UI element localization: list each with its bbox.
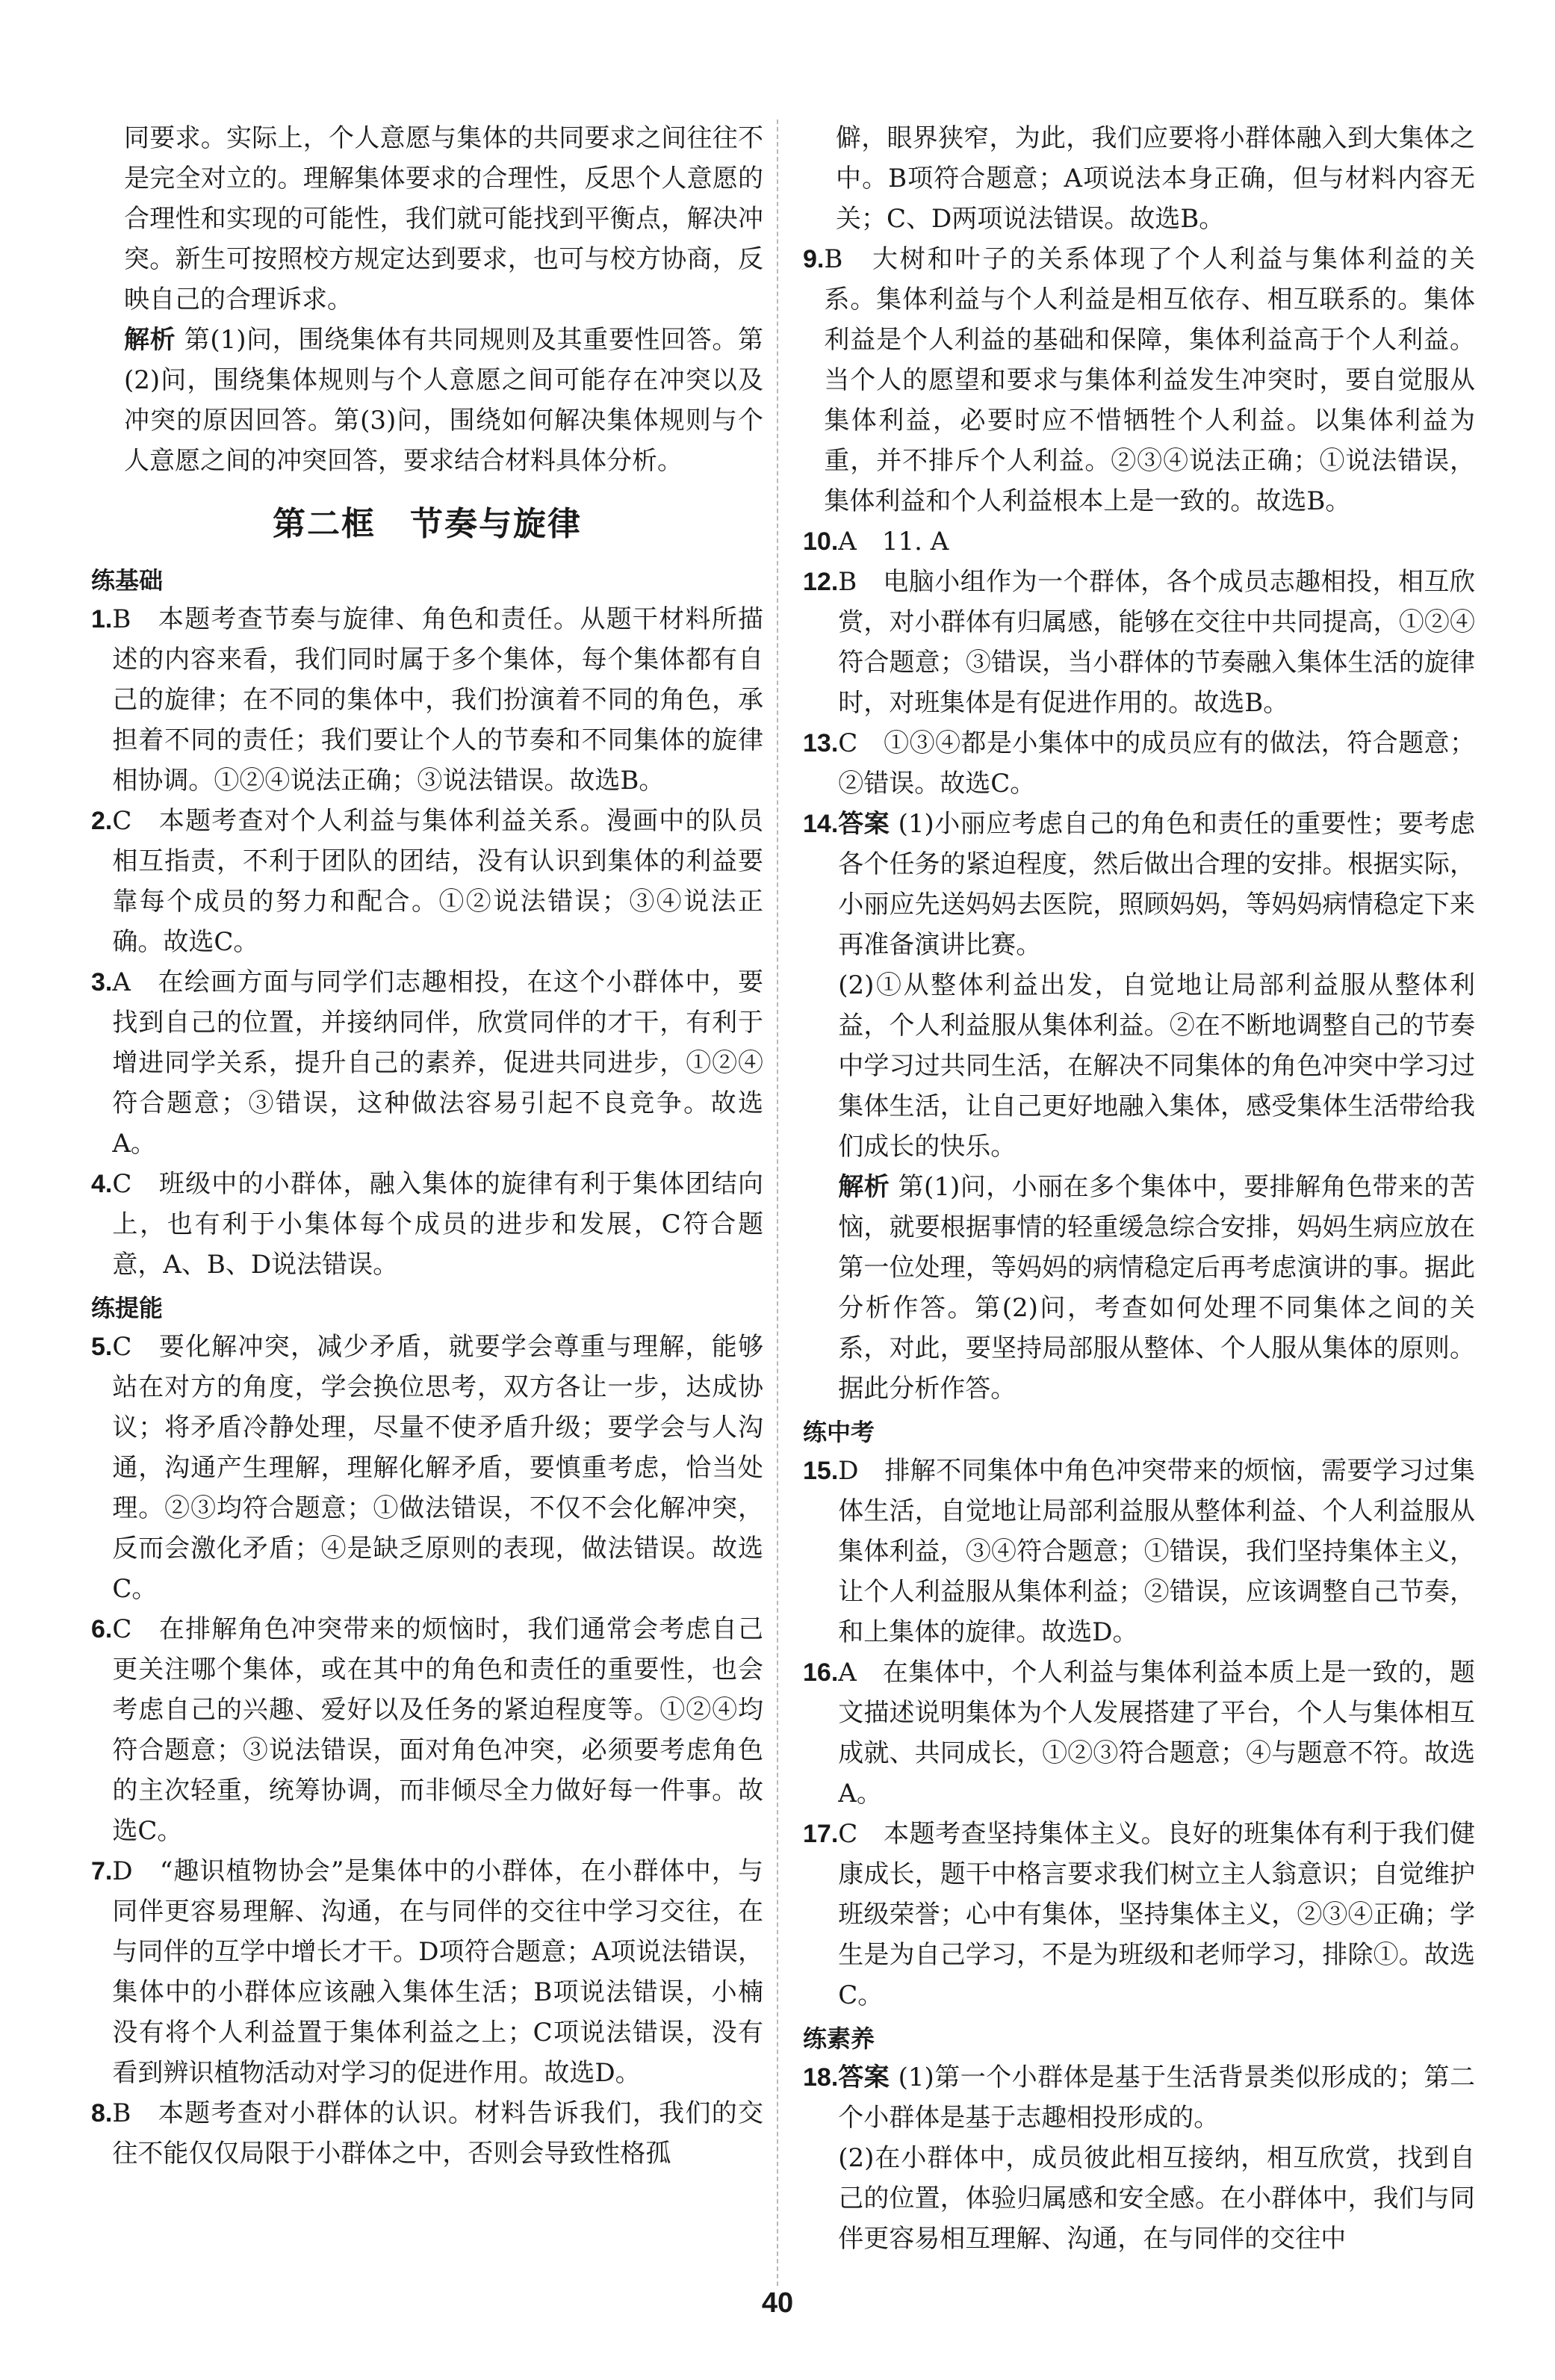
page-number: 40 xyxy=(761,2287,794,2319)
answer-text: C 在排解角色冲突带来的烦恼时，我们通常会考虑自己更关注哪个集体，或在其中的角色和责任的重要性，也会考虑自己的兴趣、爱好以及任务的紧迫程度等。①②④均符合题意；③说法错误，面对角色冲突，必须要考虑角色的主次轻重，统筹协调，而非倾尽全力做好每一件事。故选C。 xyxy=(112,1614,763,1846)
item8-continuation: 僻，眼界狭窄，为此，我们应要将小群体融入到大集体之中。B项符合题意；A项说法本身正确，但与材料内容无关；C、D两项说法错误。故选B。 xyxy=(836,123,1475,234)
question-number: 5. xyxy=(91,1333,113,1361)
section-title-exam: 练中考 xyxy=(803,1419,875,1445)
answer-text: A 在集体中，个人利益与集体利益本质上是一致的，题文描述说明集体为个人发展搭建了平台，个人与集体相互成就、共同成长，①②③符合题意；④与题意不符。故选A。 xyxy=(838,1658,1475,1809)
question-item xyxy=(91,962,763,1164)
answer-text: C ①③④都是小集体中的成员应有的做法，符合题意；②错误。故选C。 xyxy=(838,728,1475,799)
question-item xyxy=(91,1851,763,2093)
answer-text: D “趣识植物协会”是集体中的小群体，在小群体中，与同伴更容易理解、沟通，在与同伴的交往中学习交往，在与同伴的互学中增长才干。D项符合题意；A项说法错误，集体中的小群体应该融入集体生活；B项说法错误，小楠没有将个人利益置于集体利益之上；C项说法错误，没有看到辨识植物活动对学习的促进作用。故选D。 xyxy=(112,1856,763,2088)
item14-answer-part2: (2)①从整体利益出发，自觉地让局部利益服从整体利益，个人利益服从集体利益。②在不断地调整自己的节奏中学习过共同生活，在解决不同集体的角色冲突中学习过集体生活，让自己更好地融入集体，感受集体生活带给我们成长的快乐。 xyxy=(838,970,1475,1162)
answer-text: C 本题考查坚持集体主义。良好的班集体有利于我们健康成长，题干中格言要求我们树立主人翁意识；自觉维护班级荣誉；心中有集体，坚持集体主义，②③④正确；学生是为自己学习，不是为班级和老师学习，排除①。故选C。 xyxy=(838,1819,1475,2010)
answer-text: C 班级中的小群体，融入集体的旋律有利于集体团结向上，也有利于小集体每个成员的进步和发展，C符合题意，A、B、D说法错误。 xyxy=(112,1169,763,1280)
answer-label: 答案 xyxy=(838,810,890,838)
question-item xyxy=(803,723,1475,804)
answer-text: B 电脑小组作为一个群体，各个成员志趣相投，相互欣赏，对小群体有归属感，能够在交往中共同提高，①②④符合题意；③错误，当小群体的节奏融入集体生活的旋律时，对班集体是有促进作用的。故选B。 xyxy=(838,567,1475,718)
intro-analysis xyxy=(91,320,763,481)
analysis-text: 第(1)问，小丽在多个集体中，要排解角色带来的苦恼，就要根据事情的轻重缓急综合安排，妈妈生病应放在第一位处理，等妈妈的病情稳定后再考虑演讲的事。据此分析作答。第(2)问，考查如何处理不同集体之间的关系，对此，要坚持局部服从整体、个人服从集体的原则。据此分析作答。 xyxy=(838,1172,1476,1404)
question-item xyxy=(91,1164,763,1285)
analysis-label: 解析 xyxy=(124,326,176,354)
question-number: 7. xyxy=(91,1857,113,1885)
answer-text: A 11. A xyxy=(838,527,949,557)
question-number: 9. xyxy=(803,245,825,273)
question-number: 17. xyxy=(803,1820,839,1848)
analysis-label: 解析 xyxy=(838,1173,890,1201)
question-item xyxy=(91,1609,763,1851)
intro-continuation: 同要求。实际上，个人意愿与集体的共同要求之间往往不是完全对立的。理解集体要求的合理性，反思个人意愿的合理性和实现的可能性，我们就可能找到平衡点，解决冲突。新生可按照校方规定达到要求，也可与校方协商，反映自己的合理诉求。 xyxy=(124,123,763,314)
question-item xyxy=(803,562,1475,723)
section-title-basic: 练基础 xyxy=(91,567,164,594)
section-title-quality: 练素养 xyxy=(803,2025,875,2052)
item14-body xyxy=(838,804,1475,1409)
question-number: 12. xyxy=(803,568,839,596)
question-item xyxy=(803,239,1475,521)
answer-text: C 本题考查对个人利益与集体利益关系。漫画中的队员相互指责，不利于团队的团结，没有认识到集体的利益要靠每个成员的努力和配合。①②说法错误；③④说法正确。故选C。 xyxy=(112,806,763,957)
answer-text: C 要化解冲突，减少矛盾，就要学会尊重与理解，能够站在对方的角度，学会换位思考，双方各让一步，达成协议；将矛盾冷静处理，尽量不使矛盾升级；要学会与人沟通，沟通产生理解，理解化解矛盾，要慎重考虑，恰当处理。②③均符合题意；①做法错误，不仅不会化解冲突，反而会激化矛盾；④是缺乏原则的表现，做法错误。故选C。 xyxy=(112,1332,763,1604)
question-number: 10. xyxy=(803,527,839,556)
question-number: 14. xyxy=(803,810,839,838)
section-heading: 第二框 节奏与旋律 xyxy=(273,505,582,543)
question-item xyxy=(803,1814,1475,2015)
question-number: 18. xyxy=(803,2063,839,2092)
answer-text: D 排解不同集体中角色冲突带来的烦恼，需要学习过集体生活，自觉地让局部利益服从整体利益、个人利益服从集体利益，③④符合题意；①错误，我们坚持集体主义，让个人利益服从集体利益；②错误，应该调整自己节奏，和上集体的旋律。故选D。 xyxy=(838,1456,1475,1647)
item14-analysis xyxy=(838,1167,1475,1409)
right-column xyxy=(803,118,1475,2259)
answer-text: B 本题考查对小群体的认识。材料告诉我们，我们的交往不能仅仅局限于小群体之中，否则会导致性格孤 xyxy=(112,2098,763,2169)
question-number: 13. xyxy=(803,729,839,757)
column-divider xyxy=(777,120,778,2286)
answer-label: 答案 xyxy=(838,2063,890,2092)
question-item xyxy=(91,599,763,801)
question-item-14 xyxy=(803,804,1475,1409)
question-number: 2. xyxy=(91,807,113,835)
analysis-text: 第(1)问，围绕集体有共同规则及其重要性回答。第(2)问，围绕集体规则与个人意愿之间可能存在冲突以及冲突的原因回答。第(3)问，围绕如何解决集体规则与个人意愿之间的冲突回答，要求结合材料具体分析。 xyxy=(124,325,764,476)
question-number: 6. xyxy=(91,1615,113,1643)
question-item xyxy=(91,801,763,962)
answer-text: (1)小丽应考虑自己的角色和责任的重要性；要考虑各个任务的紧迫程度，然后做出合理的安排。根据实际，小丽应先送妈妈去医院，照顾妈妈，等妈妈病情稳定下来再准备演讲比赛。 xyxy=(838,809,1476,960)
question-number: 3. xyxy=(91,968,113,997)
item18-body xyxy=(838,2057,1475,2259)
answer-text: A 在绘画方面与同学们志趣相投，在这个小群体中，要找到自己的位置，并接纳同伴，欣赏同伴的才干，有利于增进同学关系，提升自己的素养，促进共同进步，①②④符合题意；③错误，这种做法容易引起不良竞争。故选A。 xyxy=(112,967,763,1159)
answer-text: B 本题考查节奏与旋律、角色和责任。从题干材料所描述的内容来看，我们同时属于多个集体，每个集体都有自己的旋律；在不同的集体中，我们扮演着不同的角色，承担着不同的责任；我们要让个人的节奏和不同集体的旋律相协调。①②④说法正确；③说法错误。故选B。 xyxy=(112,604,763,796)
item18-answer-part2: (2)在小群体中，成员彼此相互接纳，相互欣赏，找到自己的位置，体验归属感和安全感。在小群体中，我们与同伴更容易相互理解、沟通，在与同伴的交往中 xyxy=(838,2143,1475,2254)
question-item xyxy=(91,1327,763,1609)
answer-text: B 大树和叶子的关系体现了个人利益与集体利益的关系。集体利益与个人利益是相互依存、相互联系的。集体利益是个人利益的基础和保障，集体利益高于个人利益。当个人的愿望和要求与集体利益发生冲突时，要自觉服从集体利益，必要时应不惜牺牲个人利益。以集体利益为重，并不排斥个人利益。②③④说法正确；①说法错误，集体利益和个人利益根本上是一致的。故选B。 xyxy=(824,244,1475,516)
left-column xyxy=(91,118,763,2174)
question-item-18 xyxy=(803,2057,1475,2259)
question-number: 4. xyxy=(91,1170,113,1198)
section-title-improve: 练提能 xyxy=(91,1295,164,1321)
question-number: 15. xyxy=(803,1457,839,1485)
item14-answer-part1 xyxy=(838,804,1475,965)
answer-text: (1)第一个小群体是基于生活背景类似形成的；第二个小群体是基于志趣相投形成的。 xyxy=(838,2063,1476,2133)
question-item xyxy=(803,1451,1475,1652)
question-number: 1. xyxy=(91,605,113,633)
question-item xyxy=(803,1652,1475,1814)
question-number: 8. xyxy=(91,2099,113,2128)
item18-answer-part1 xyxy=(838,2057,1475,2138)
question-item xyxy=(91,2093,763,2174)
question-item xyxy=(803,521,1475,562)
question-number: 16. xyxy=(803,1658,839,1687)
